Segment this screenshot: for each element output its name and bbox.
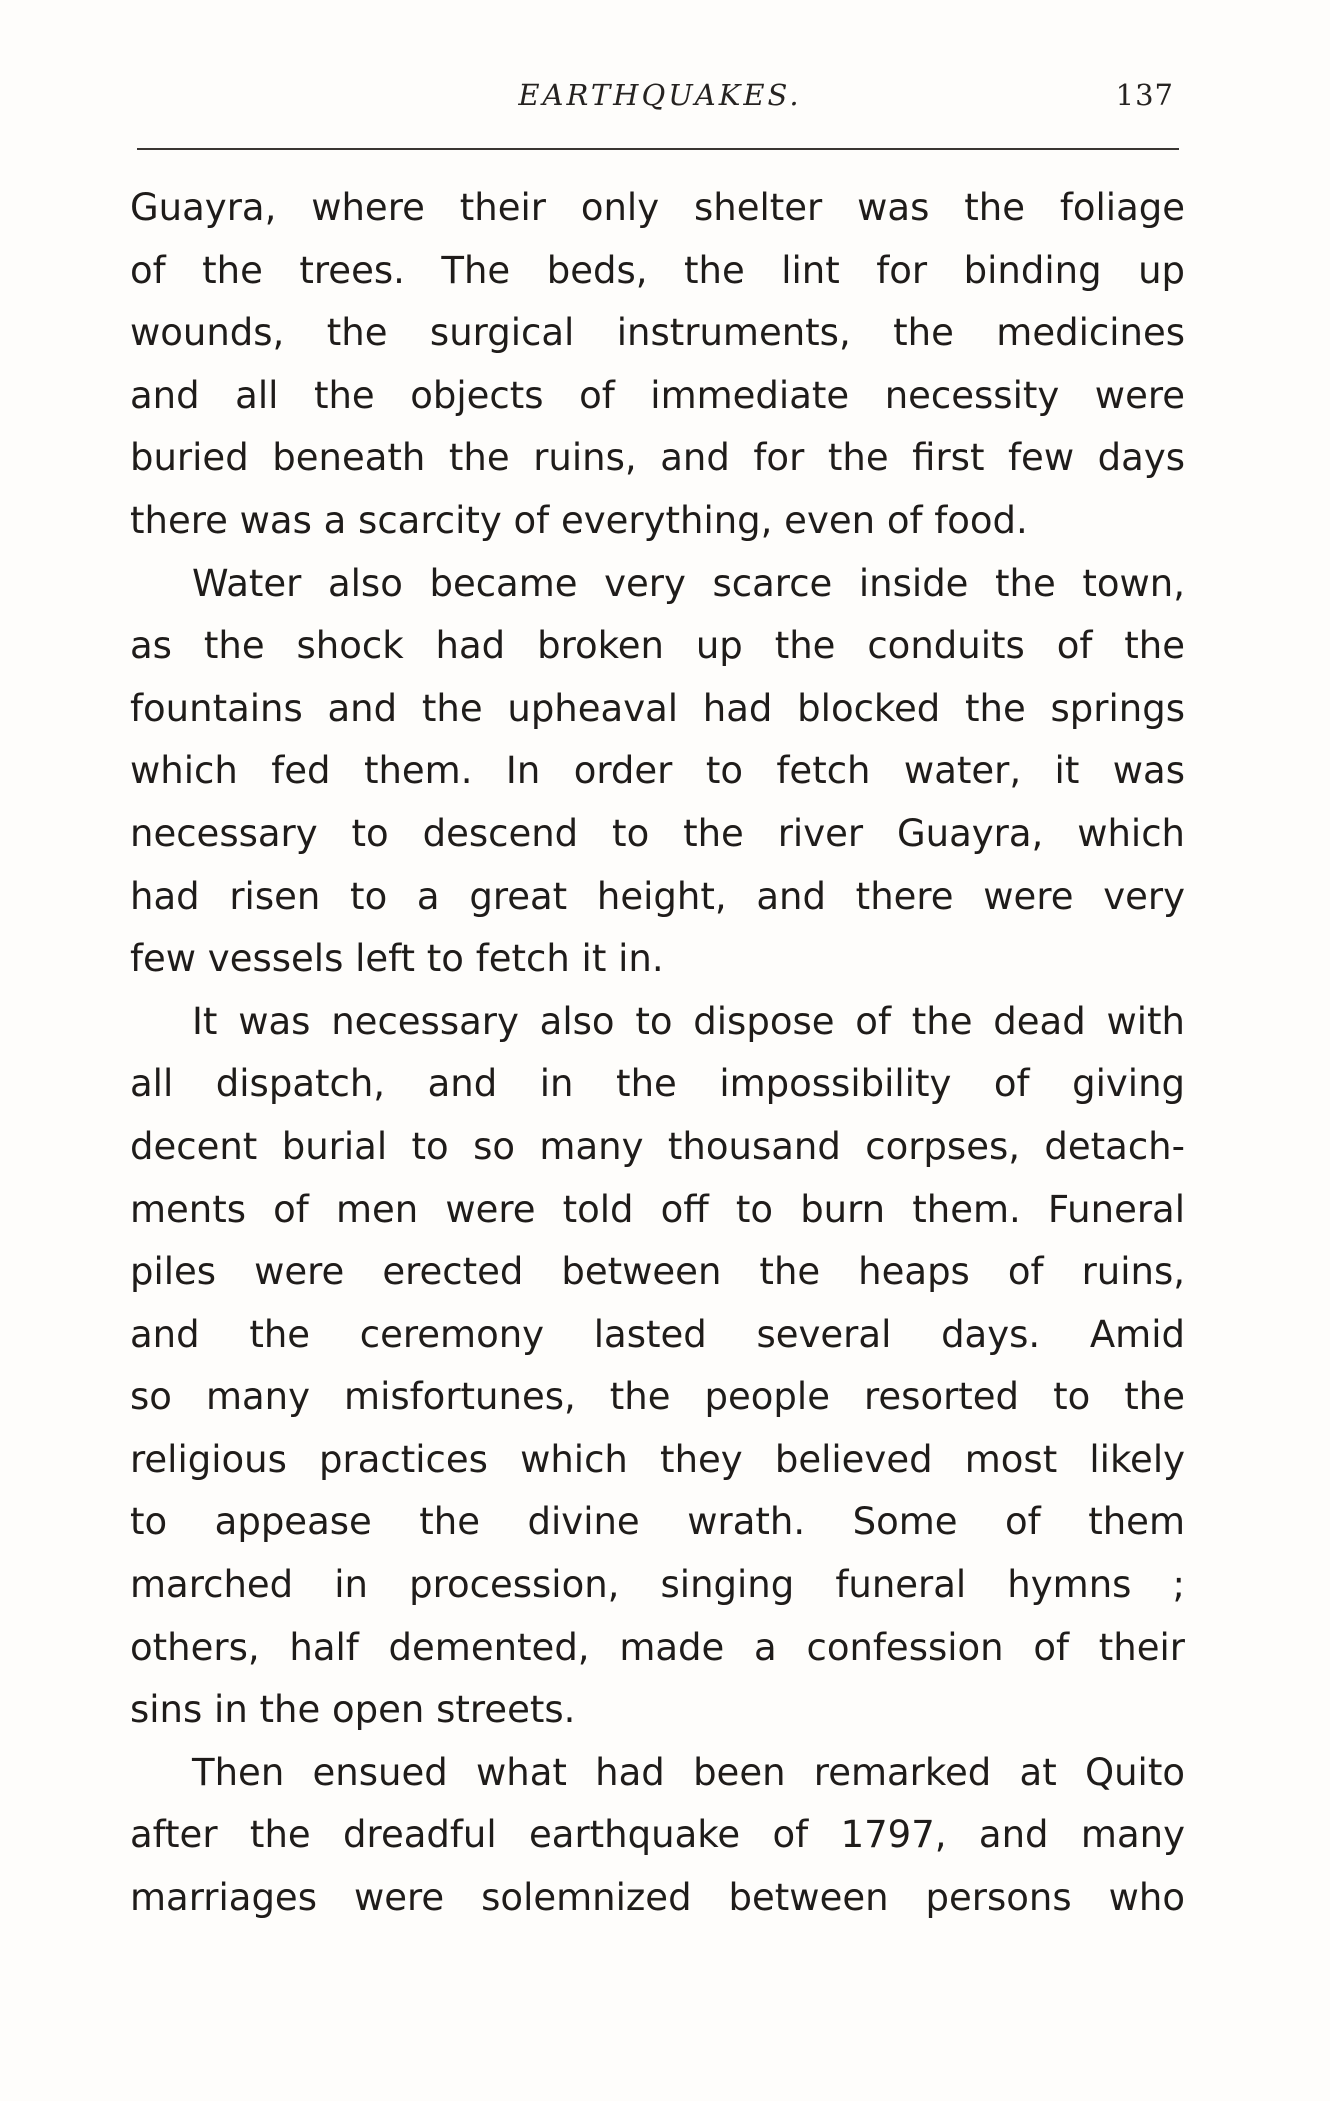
text-line: religious practices which they believed most likely (130, 1437, 1185, 1481)
text-line: so many misfortunes, the people resorted to the (130, 1375, 1185, 1419)
text-line: piles were erected between the heaps of ruins, (130, 1250, 1185, 1294)
text-line: fountains and the upheaval had blocked the springs (130, 686, 1185, 730)
text-line: after the dreadful earthquake of 1797, and many (130, 1813, 1185, 1857)
header-rule (137, 148, 1179, 150)
text-line: Guayra, where their only shelter was the foliage (130, 186, 1185, 229)
text-line: and all the objects of immediate necessity were (130, 373, 1185, 417)
text-line: which fed them. In order to fetch water, it was (130, 749, 1185, 793)
text-line: others, half demented, made a confession of their (130, 1625, 1185, 1669)
text-line: sins in the open streets. (130, 1688, 576, 1732)
text-line: Water also became very scarce inside the town, (192, 561, 1185, 605)
page-number: 137 (1115, 78, 1174, 112)
text-line: ments of men were told off to burn them. Funeral (130, 1187, 1185, 1231)
text-line: wounds, the surgical instruments, the medicines (130, 311, 1185, 355)
running-header (140, 78, 1180, 128)
paragraph (130, 177, 1185, 553)
text-line: and the ceremony lasted several days. Amid (130, 1312, 1185, 1356)
text-line: It was necessary also to dispose of the dead with (192, 999, 1185, 1043)
text-line: necessary to descend to the river Guayra, which (130, 811, 1185, 855)
body-text (130, 177, 1185, 1930)
text-line: decent burial to so many thousand corpses, detach- (130, 1124, 1185, 1168)
text-line: marched in procession, singing funeral hymns ; (130, 1563, 1185, 1607)
running-title: EARTHQUAKES. (518, 78, 802, 112)
text-line: buried beneath the ruins, and for the first few days (130, 436, 1185, 480)
paragraph (130, 991, 1185, 1742)
paragraph (130, 553, 1185, 991)
paragraph (130, 1742, 1185, 1930)
text-line: of the trees. The beds, the lint for binding up (130, 248, 1185, 292)
text-line: all dispatch, and in the impossibility of giving (130, 1062, 1185, 1106)
text-line: as the shock had broken up the conduits of the (130, 624, 1185, 668)
text-line: had risen to a great height, and there were very (130, 874, 1185, 918)
text-line: there was a scarcity of everything, even of food. (130, 498, 1028, 542)
text-line: Then ensued what had been remarked at Quito (192, 1750, 1185, 1794)
text-line: marriages were solemnized between persons who (130, 1876, 1185, 1920)
text-line: to appease the divine wrath. Some of them (130, 1500, 1185, 1544)
text-line: few vessels left to fetch it in. (130, 937, 664, 981)
